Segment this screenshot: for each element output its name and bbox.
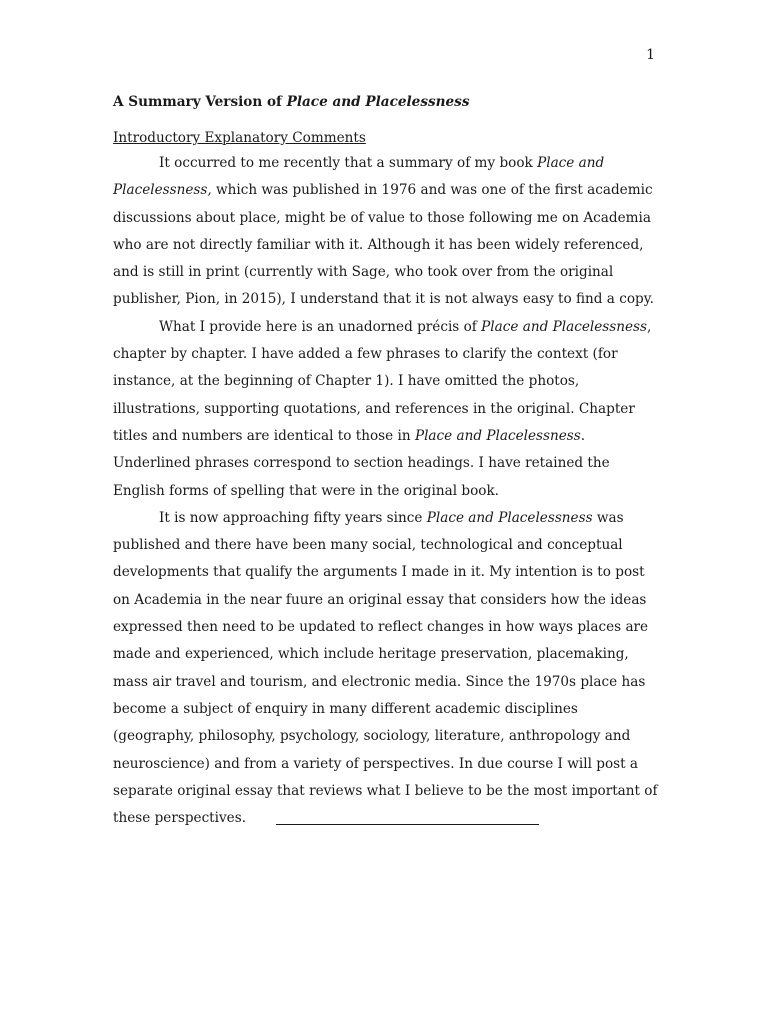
paragraph-1 [113,150,658,314]
paragraph-text: was published and there have been many social, technological and conceptual developments that qualify the arguments I made in it. My intention is to post on Academia in the near fuure an original essay that considers how the ideas expressed then need to be updated to reflect changes in how ways places are made and experienced, which include heritage preservation, placemaking, mass air travel and tourism, and electronic media. Since the 1970s place has become a subject of enquiry in many different academic disciplines (geography, philosophy, psychology, sociology, literature, anthropology and neuroscience) and from a variety of perspectives. In due course I will post a separate original essay that reviews what I believe to be the most important of these perspectives. [113,509,658,827]
book-title-ref: Place and Placelessness [426,509,593,526]
section-heading: Introductory Explanatory Comments [113,130,366,146]
book-title-ref: Place and Placelessness [481,318,647,335]
section-divider [276,824,539,825]
paragraph-text: It is now approaching fifty years since [159,509,427,526]
book-title-ref: Place and Placelessness, [113,155,605,199]
page-number: 1 [646,47,655,63]
document-title [113,92,658,112]
paragraph-text: . Underlined phrases correspond to section headings. I have retained the English forms of spelling that were in the original book. [113,427,610,499]
paragraph-2 [113,314,658,505]
paragraph-text: It occurred to me recently that a summary of my book [159,155,538,171]
document-body [113,92,658,832]
paragraph-text: which was published in 1976 and was one of the first academic discussions about place, might be of value to those following me on Academia who are not directly familiar with it. Although it has been widely referenced, and is still in print (currently with Sage, who took over from the original publisher, Pion, in 2015), I understand that it is not always easy to find a copy. [113,182,654,308]
paragraph-3 [113,505,658,833]
book-title-ref: Place and Placelessness [414,427,581,444]
paragraph-text: What I provide here is an unadorned précis of [159,318,482,335]
title-book-name: Place and Placelessness [286,94,470,110]
paragraph-text: , chapter by chapter. I have added a few phrases to clarify the context (for instance, at the beginning of Chapter 1). I have omitted the photos, illustrations, supporting quotations, and references in the original. Chapter titles and numbers are identical to those in [113,318,652,444]
title-prefix: A Summary Version of [113,94,287,110]
